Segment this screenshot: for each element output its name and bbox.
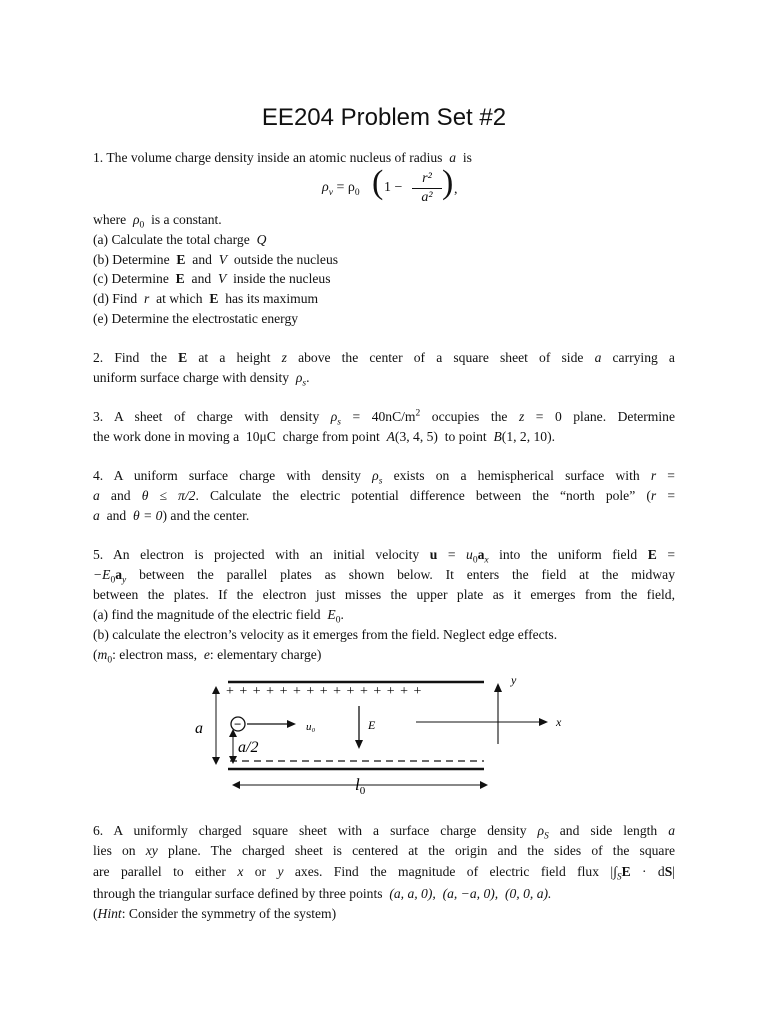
a-arrow-up (212, 686, 220, 694)
p6-line5: (Hint: Consider the symmetry of the system) (93, 906, 337, 921)
p3-line1: 3. A sheet of charge with density $\rho_s = 40nC/m^2$ occupies the z = 0 plane. Determine (93, 408, 675, 428)
p4-line3: a and θ = 0) and the center. (93, 508, 250, 523)
p2-line1: 2. Find the E at a height z above the center of a square sheet of side a carrying a (93, 350, 675, 365)
svg-text:−: − (234, 716, 242, 732)
label-x: x (556, 715, 562, 729)
p1-equation: $\rho_v = \rho_0$ ( 1 − $\frac{\text{r²}}{\text{a²}}$ ) , (322, 164, 458, 205)
p5-line6: ($m_0$: electron mass, e: elementary charge) (93, 647, 322, 666)
p4-line2: a and θ ≤ π/2. Calculate the electric potential difference between the “north pole” (r = (93, 488, 675, 503)
p5-line3: between the plates. If the electron just misses the upper plate as it emerges from the field, (93, 587, 675, 602)
p1-where: where $\rho_0$ is a constant. (93, 212, 222, 231)
p6-line1: 6. A uniformly charged square sheet with a surface charge density $\rho_S$ and side length a (93, 823, 676, 842)
p1-part-d: (d) Find r at which E has its maximum (93, 291, 319, 306)
field-arrow (355, 740, 363, 749)
page-title: EE204 Problem Set #2 (261, 104, 507, 131)
label-E: E (368, 718, 376, 732)
p6-line2: lies on xy plane. The charged sheet is centered at the origin and the sides of the square (93, 843, 676, 858)
label-u0: u₀ (306, 721, 316, 733)
p1-part-c: (c) Determine E and V inside the nucleus (93, 271, 331, 286)
half-arrow-down (229, 756, 237, 764)
p1-part-b: (b) Determine E and V outside the nucleus (93, 252, 339, 267)
p2-line2: uniform surface charge with density $\rho_s$. (93, 370, 310, 389)
a-arrow-down (212, 757, 220, 765)
p6-line3: are parallel to either x or y axes. Find the magnitude of electric field flux $|\int_SE \cdot dS|$ (93, 864, 676, 883)
length-arrow-right (480, 781, 488, 789)
y-axis-arrow (494, 683, 502, 692)
label-l0: $l_0$ (355, 775, 366, 797)
x-axis-arrow (539, 718, 548, 726)
parallel-plate-figure (190, 672, 590, 804)
p1-line1: 1. The volume charge density inside an atomic nucleus of radius a is (93, 150, 472, 165)
p3-line2: the work done in moving a 10μC charge from point A(3, 4, 5) to point B(1, 2, 10). (93, 429, 556, 444)
velocity-arrow (287, 720, 296, 728)
p1-part-e: (e) Determine the electrostatic energy (93, 311, 299, 326)
p1-part-a: (a) Calculate the total charge Q (93, 232, 267, 247)
positive-charges: + + + + + + + + + + + + + + + (226, 684, 423, 699)
label-y: y (511, 673, 517, 687)
label-a-half: a/2 (238, 739, 259, 756)
length-arrow-left (232, 781, 240, 789)
p5-line4: (a) find the magnitude of the electric field $E_0$. (93, 607, 344, 626)
label-a: a (195, 720, 203, 737)
p5-line5: (b) calculate the electron’s velocity as it emerges from the field. Neglect edge effects. (93, 627, 558, 642)
p5-line1: 5. An electron is projected with an initial velocity $u = u_0a_x$ into the uniform field E = (93, 547, 675, 566)
p5-line2: $-E_0a_y$ between the parallel plates as shown below. It enters the field at the midway (93, 567, 675, 586)
p4-line1: 4. A uniform surface charge with density $\rho_s$ exists on a hemispherical surface with r = (93, 468, 675, 487)
p6-line4: through the triangular surface defined by three points (a, a, 0), (a, −a, 0), (0, 0, a). (93, 886, 552, 901)
